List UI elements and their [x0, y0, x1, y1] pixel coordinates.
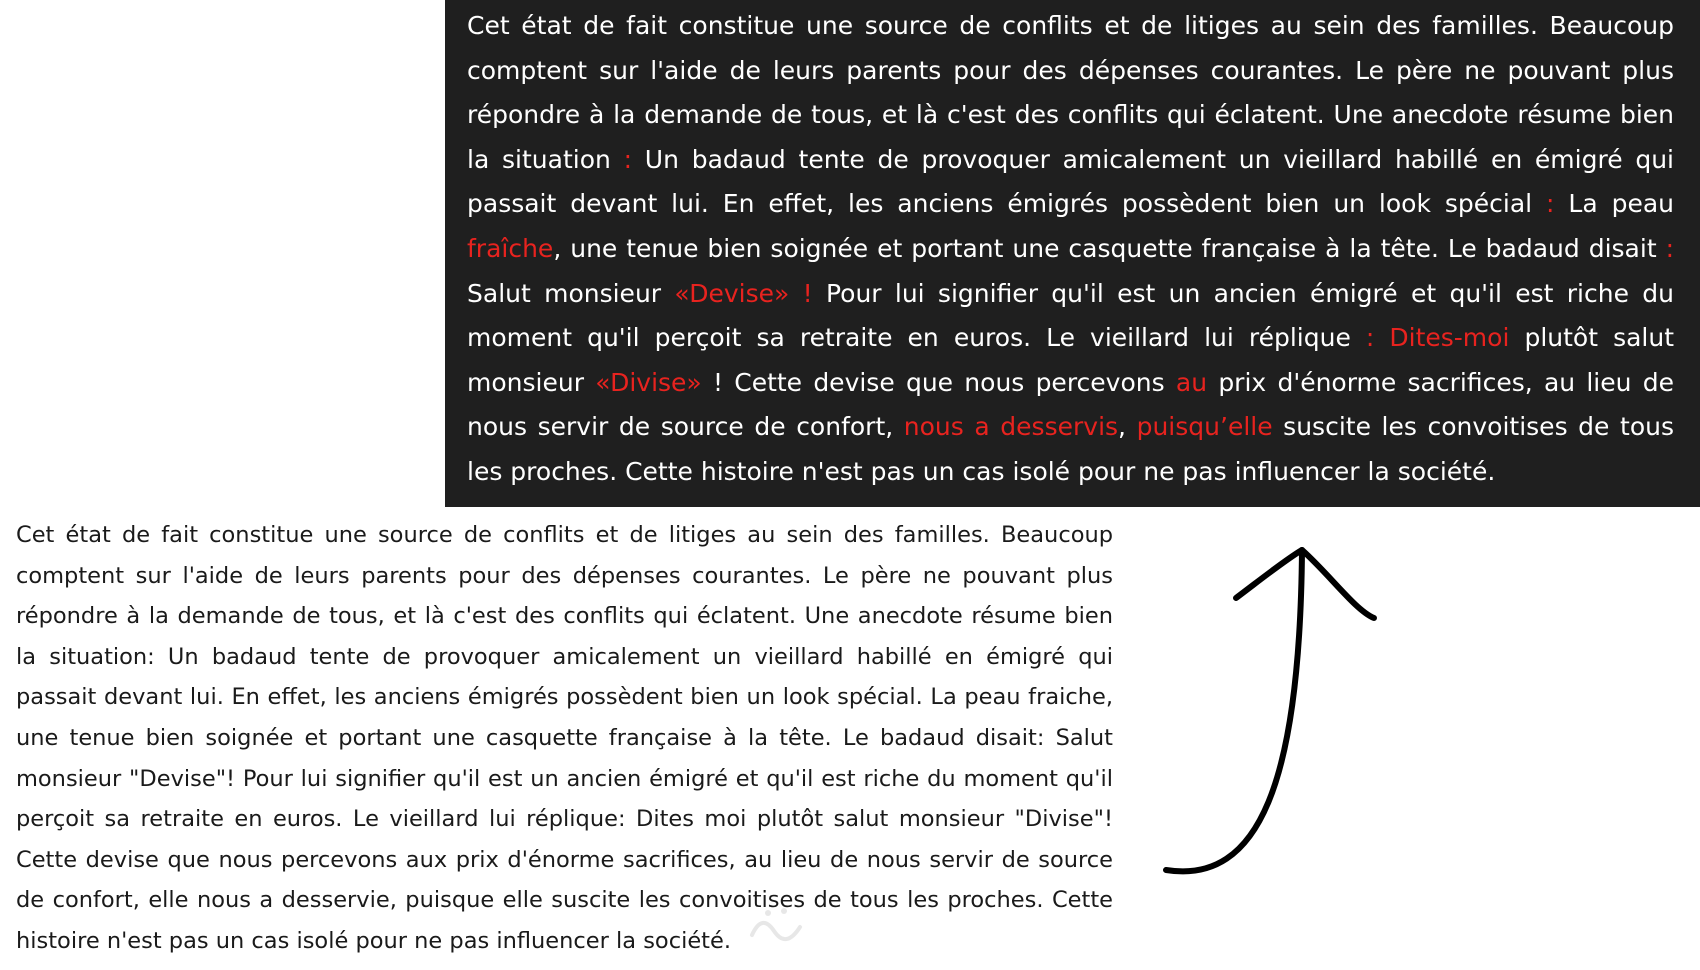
original-paragraph: Cet état de fait constitue une source de conflits et de litiges au sein des familles. Beaucoup comptent sur l'aide de leurs parents pour des dépenses courantes. Le père ne pouvant plus répondre à la demande de tous, et là c'est des conflits qui éclatent. Une anecdote résume bien la situation: Un badaud tente de provoquer amicalement un vieillard habillé en émigré qui passait devant lui. En effet, les anciens émigrés possèdent bien un look spécial. La peau fraiche, une tenue bien soignée et portant une casquette française à la tête. Le badaud disait: Salut monsieur "Devise"! Pour lui signifier qu'il est un ancien émigré et qu'il est riche du moment qu'il perçoit sa retraite en euros. Le vieillard lui réplique: Dites moi plutôt salut monsieur "Divise"! Cette devise que nous percevons aux prix d'énorme sacrifices, au lieu de nous servir de source de confort, elle nous a desservie, puisque elle suscite les convoitises de tous les proches. Cette histoire n'est pas un cas isolé pour ne pas influencer la société.: [16, 522, 1113, 954]
highlighted-correction: : Dites-moi: [1365, 323, 1510, 353]
highlighted-correction: au: [1175, 367, 1208, 397]
highlighted-correction: «Devise» !: [674, 278, 813, 308]
text-segment: Un badaud tente de provoquer amicalement un vieillard habillé en émigré qui passait devant lui. En effet, les anciens émigrés possèdent bien un look spécial: [467, 144, 1674, 219]
highlighted-correction: «Divise»: [595, 367, 702, 397]
text-segment: Cet état de fait constitue une source de conflits et de litiges au sein des familles. Beaucoup comptent sur l'aide de leurs parents pour des dépenses courantes. Le père ne pouvant plus répondre à la demande de tous, et là c'est des conflits qui éclatent. Une anecdote résume bien la situation: [467, 11, 1674, 174]
watermark-logo-icon: [748, 905, 808, 945]
text-segment: La peau: [1554, 189, 1675, 219]
text-segment: , une tenue bien soignée et portant une casquette française à la tête. Le badaud disait: [553, 233, 1666, 263]
highlighted-correction: nous a desservis: [903, 412, 1119, 442]
edited-text-panel: [445, 0, 1700, 507]
highlighted-correction: :: [1546, 189, 1555, 219]
text-segment: plutôt salut monsieur: [467, 323, 1674, 397]
text-segment: Pour lui signifier qu'il est un ancien émigré et qu'il est riche du moment qu'il perçoit sa retraite en euros. Le vieillard lui réplique: [467, 278, 1674, 353]
edited-paragraph: [467, 4, 1674, 495]
highlighted-correction: :: [1665, 233, 1674, 263]
highlighted-correction: :: [623, 144, 633, 174]
curved-arrow-icon: [1150, 530, 1510, 890]
text-segment: Salut monsieur: [467, 278, 675, 308]
text-segment: suscite les convoitises de tous les proches. Cette histoire n'est pas un cas isolé pour ne pas influencer la société.: [467, 412, 1674, 486]
text-segment: ! Cette devise que nous percevons: [701, 367, 1176, 397]
text-segment: prix d'énorme sacrifices, au lieu de nous servir de source de confort,: [467, 367, 1674, 442]
highlighted-correction: puisqu’elle: [1136, 412, 1273, 442]
text-segment: ,: [1118, 412, 1137, 442]
highlighted-correction: fraîche: [467, 233, 554, 263]
